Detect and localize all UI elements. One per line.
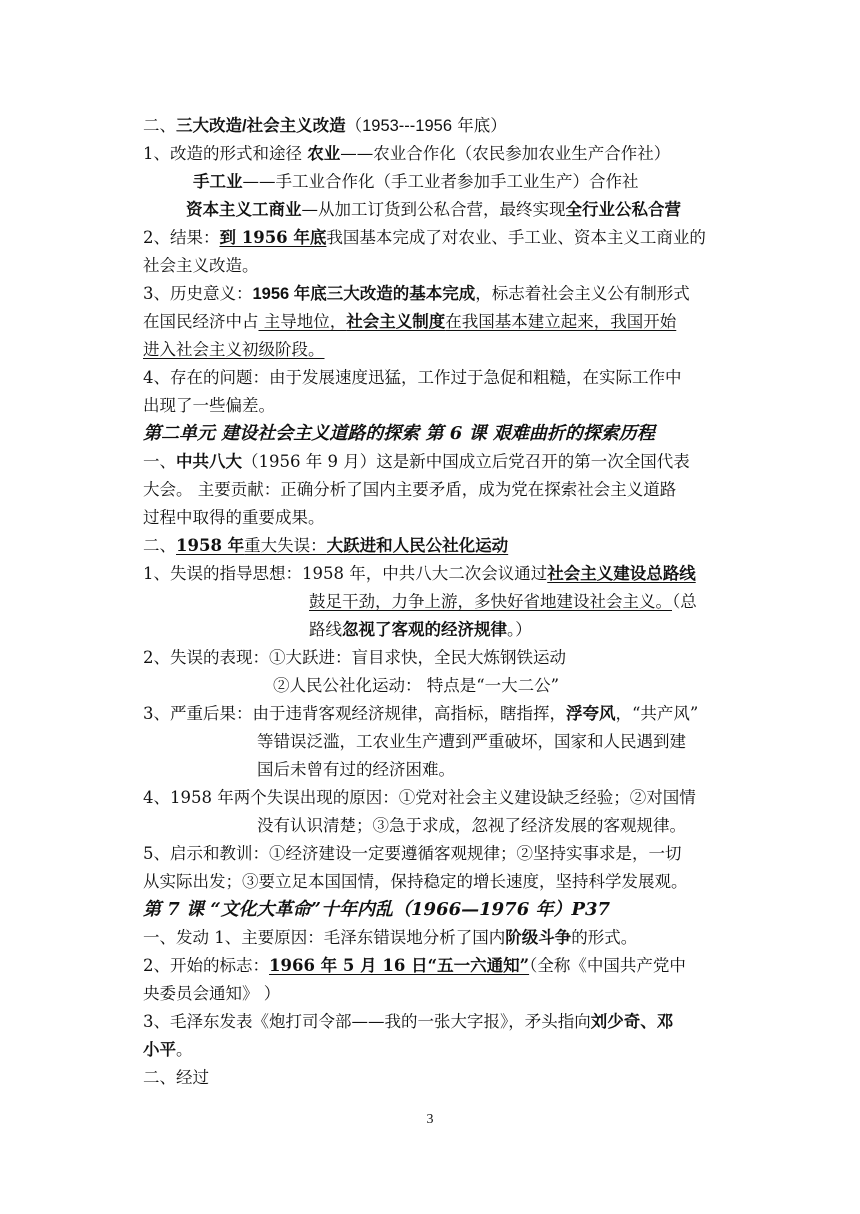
causes-line-2: 没有认识清楚；③急于求成，忽视了经济发展的客观规律。	[257, 816, 686, 835]
section-heading-1958: 二、1958 年重大失误：大跃进和人民公社化运动	[143, 536, 509, 555]
significance-line-2: 在国民经济中占 主导地位，社会主义制度在我国基本建立起来，我国开始	[143, 312, 677, 331]
unit-heading: 第二单元 建设社会主义道路的探索 第 6 课 艰难曲折的探索历程	[143, 423, 655, 444]
lessons-line-2: 从实际出发；③要立足本国国情，保持稳定的增长速度，坚持科学发展观。	[143, 872, 688, 891]
eighth-congress-line: 一、中共八大（1956 年 9 月）这是新中国成立后党召开的第一次全国代表	[143, 452, 690, 471]
lesson-7-heading: 第 7 课 “文化大革命”十年内乱（1966—1976 年）P37	[143, 899, 611, 920]
eighth-congress-line-3: 过程中取得的重要成果。	[143, 508, 325, 527]
page-number: 3	[426, 1112, 434, 1127]
start-marker-line: 2、开始的标志：1966 年 5 月 16 日“五一六通知”（全称《中国共产党中	[143, 956, 686, 975]
consequences-line: 3、严重后果：由于违背客观经济规律，高指标，瞎指挥，浮夸风，“共产风”	[143, 704, 699, 723]
eighth-congress-line-2: 大会。 主要贡献：正确分析了国内主要矛盾，成为党在探索社会主义道路	[143, 480, 677, 499]
lessons-line: 5、启示和教训：①经济建设一定要遵循客观规律；②坚持实事求是，一切	[143, 844, 682, 863]
handicraft-line: 手工业——手工业合作化（手工业者参加手工业生产）合作社	[193, 172, 639, 191]
big-character-poster-line-2: 小平。	[143, 1040, 193, 1059]
problems-line: 4、存在的问题：由于发展速度迅猛，工作过于急促和粗糙，在实际工作中	[143, 368, 682, 387]
consequences-line-3: 国后未曾有过的经济困难。	[257, 760, 455, 779]
mistake-manifestation-line: 2、失误的表现：①大跃进：盲目求快，全民大炼钢铁运动	[143, 648, 566, 667]
problems-line-cont: 出现了一些偏差。	[143, 396, 275, 415]
process-heading: 二、经过	[143, 1068, 209, 1087]
capitalist-commerce-line: 资本主义工商业—从加工订货到公私合营，最终实现全行业公私合营	[186, 200, 681, 219]
guiding-idea-line-2: 鼓足干劲，力争上游，多快好省地建设社会主义。（总	[309, 592, 697, 611]
start-marker-line-2: 央委员会通知》 ）	[143, 984, 281, 1003]
section-heading-three-reforms: 二、三大改造/社会主义改造（1953---1956 年底）	[143, 116, 507, 135]
guiding-idea-line-3: 路线忽视了客观的经济规律。）	[309, 620, 532, 639]
result-line-cont: 社会主义改造。	[143, 256, 259, 275]
big-character-poster-line: 3、毛泽东发表《炮打司令部——我的一张大字报》，矛头指向刘少奇、邓	[143, 1012, 674, 1031]
reform-forms-line: 1、改造的形式和途径 农业——农业合作化（农民参加农业生产合作社）	[143, 144, 671, 163]
guiding-idea-line: 1、失误的指导思想：1958 年，中共八大二次会议通过社会主义建设总路线	[143, 564, 696, 583]
result-line: 2、结果：到 1956 年底我国基本完成了对农业、手工业、资本主义工商业的	[143, 228, 706, 247]
significance-line-3: 进入社会主义初级阶段。	[143, 340, 325, 359]
significance-line: 3、历史意义：1956 年底三大改造的基本完成，标志着社会主义公有制形式	[143, 284, 690, 303]
consequences-line-2: 等错误泛滥，工农业生产遭到严重破坏，国家和人民遇到建	[257, 732, 686, 751]
causes-line: 4、1958 年两个失误出现的原因：①党对社会主义建设缺乏经验；②对国情	[143, 788, 696, 807]
launch-cause-line: 一、发动 1、主要原因：毛泽东错误地分析了国内阶级斗争的形式。	[143, 928, 638, 947]
mistake-manifestation-line-2: ②人民公社化运动： 特点是“一大二公”	[273, 676, 560, 695]
